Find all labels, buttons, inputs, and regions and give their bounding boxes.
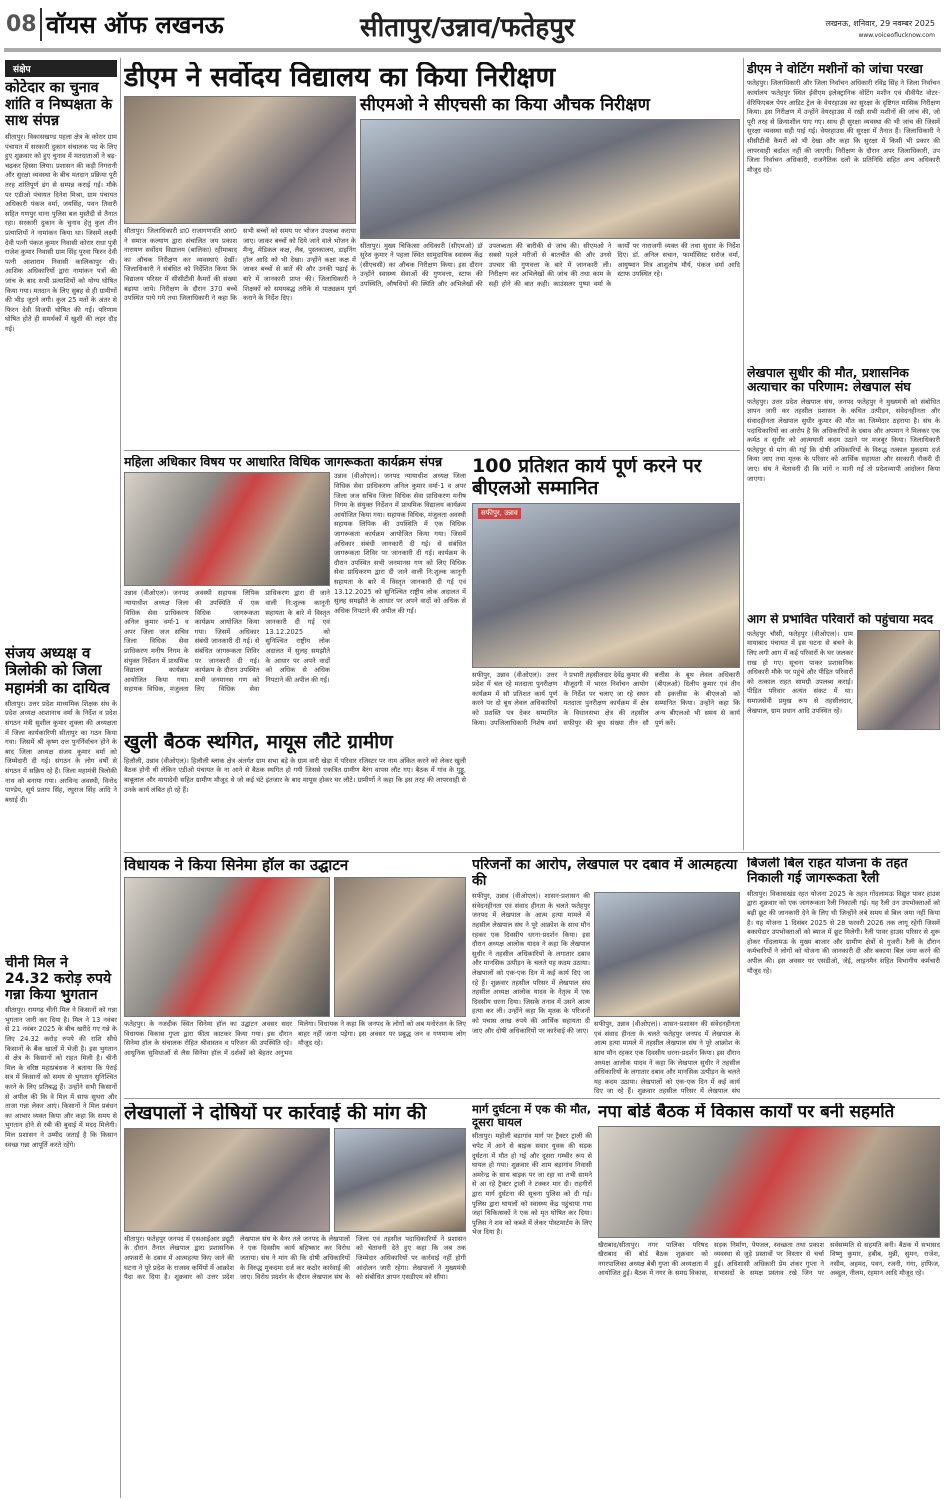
headline-voting-machines: डीएम ने वोटिंग मशीनों को जांचा परखा bbox=[747, 62, 923, 76]
headline-electricity-rally: बिजली बिल राहत योजना के तहत निकाली गई जागरूकता रैली bbox=[747, 857, 908, 886]
article-cinema-body: फतेहपुर। के नजदीक स्थित सिनेमा हॉल का उद्घाटन अवसर सदर विधायक विकास गुप्ता द्वारा फीता काटकर किया गया। इस दौरान सिनेमा हॉल के संचालक रोहित श्रीवास्तव व परिजन की उपस्थिति रहे। आधुनिक सुविधाओं से लैस सिनेमा हॉल में दर्शकों को बेहतर अनुभव मिलेगा। विधायक ने कहा कि जनपद के लोगों को अब मनोरंजन के लिए बाहर नहीं जाना पड़ेगा। इस अवसर पर प्रबुद्ध जन व गणमान्य लोग मौजूद रहे। bbox=[124, 1020, 466, 1058]
article-napa-board bbox=[598, 1103, 940, 1495]
photo-dm-school bbox=[124, 96, 356, 224]
article-voting-body: फतेहपुर। जिलाधिकारी और जिला निर्वाचन अधिकारी रविंद्र सिंह ने जिला निर्वाचन कार्यालय फतेहपुर स्थित ईवीएम इलेक्ट्रानिक वोटिंग मशीन एवं वीवीपैट वोटर-वेरिफिएबल पेपर आडिट ट्रेल के वेयरहाउस का सुरक्षा के दृष्टिगत मासिक निरीक्षण किया। इस निरीक्षण में उन्होंने वेयरहाउस में रखी सभी मशीनों की जांच की, जो पूरी तरह से क्रियाशील पाए गए। साथ ही सुरक्षा व्यवस्था की भी जांच की जिसमें सुरक्षा व्यवस्था सही पाई गई। वेयरहाउस की सुरक्षा में तैनात हैं। जिलाधिकारी ने सीसीटीवी कैमरों को भी देखा और कहा कि सुरक्षा में किसी भी प्रकार की लापरवाही बर्दाश्त नहीं की जाएगी। निरीक्षण के दौरान अपर जिलाधिकारी, उप जिला निर्वाचन अधिकारी, राजनैतिक दलों के प्रतिनिधि सहित अन्य अधिकारी मौजूद रहे। bbox=[747, 79, 940, 174]
headline-blo-honoured: 100 प्रतिशत कार्य पूर्ण करने पर बीएलओ सम्मानित bbox=[472, 456, 702, 499]
article-electricity-rally bbox=[747, 857, 940, 1095]
article-kotedar bbox=[5, 60, 117, 640]
headline-dm-inspection: डीएम ने सर्वोदय विद्यालय का किया निरीक्षण bbox=[124, 62, 556, 93]
article-meeting-body: हिलौली, उन्नाव (वीओएल)। हिलौली ब्लाक क्षेत्र अंतर्गत ग्राम सभा बड़े के ग्राम वारी खेड़ा में परिवार रजिस्टर पर नाम अंकित करने को लेकर खुली बैठक होनी थी लेकिन एडीओ पंचायत के ना आने से बैठक स्थगित हो गयी जिससे एकत्रित ग्रामीण बैरंग वापस लौट गए। बैठक में गांव के गुड्डू, बाबूलाल और मायादेवी सहित ग्रामीण मौजूद थे जो कई घंटे इंतजार के बाद मायूस होकर घर लौटे। ग्रामीणों ने कहा कि इस तरह की लापरवाही से उनके कार्य लंबित हो रहे हैं। bbox=[124, 756, 466, 794]
headline-fire-help: आग से प्रभावित परिवारों को पहुंचाया मदद bbox=[747, 613, 934, 626]
article-sanjay bbox=[5, 645, 117, 950]
photo-blo-honour bbox=[472, 503, 740, 668]
article-women-rights-body-b: उन्नाव (वीओएल)। जनपद न्यायाधीश अध्यक्ष जिला विधिक सेवा प्राधिकरण अनिल कुमार वर्मा-1 व अपर जिला जज सचिव जिला विधिक सेवा प्राधिकरण मनीष निगम के संयुक्त निर्देशन में प्राथमिक विद्यालय कार्यक्रम आयोजित किया गया। सहायक विधिक, मंजुलता अवस्थी सहायक लिपिक की उपस्थिति में एक विधिक जागरूकता कार्यक्रम आयोजित किया गया। जिसमें अधिकार संबंधी जानकारी दी गई। से संबंधित जागरूकता शिविर पर जानकारी दी गई। कार्यक्रम के दौरान उपस्थित सभी जनमानस गण को लिए विधिक सेवा प्राधिकरण द्वारा दी जाने वाली नि:शुल्क कानूनी सहायता के बारे में विस्तृत जानकारी दी गई एवं 13.12.2025 को सुनिश्चित राष्ट्रीय लोक अदालत में सुलह समझौते के आधार पर अपने वादों को अधिक से अधिक निपटाने की अपील की गई। bbox=[334, 472, 466, 615]
column-rule bbox=[120, 58, 121, 1498]
headline-lekhpal-demand: लेखपालों ने दोषियों पर कार्रवाई की मांग की bbox=[124, 1103, 427, 1124]
headline-meeting-postponed: खुली बैठक स्थगित, मायूस लौटे ग्रामीण bbox=[124, 732, 393, 753]
article-sugar-mill-body: सीतापुर। रामगढ़ चीनी मिल ने किसानों को गन्ना भुगतान जारी कर दिया है। मिल ने 13 नवंबर से 21 नवंबर 2025 के बीच खरीदे गए गन्ने के लिए 24.32 करोड़ रुपये की राशि सीधे किसानों के बैंक खातों में भेजी है। इस भुगतान से क्षेत्र के किसानों को राहत मिली है। चीनी मिल के वरिष्ठ महाप्रबंधक ने बताया कि पेराई सत्र में किसानों को समय से भुगतान सुनिश्चित करने के लिए प्रतिबद्ध हैं। उन्होंने सभी किसानों से अपील की कि वे मिल में साफ सुथरा और ताजा गन्ना लेकर आएं। किसानों ने मिल प्रबंधन का आभार व्यक्त किया और कहा कि समय से भुगतान होने से रबी की बुवाई में मदद मिलेगी। मिल प्रशासन ने उम्मीद जताई है कि किसान स्वच्छ गन्ना आपूर्ति करते रहेंगे। bbox=[5, 1006, 117, 1149]
photo-cmo-chc bbox=[360, 119, 740, 239]
divider bbox=[124, 1098, 940, 1099]
header-divider bbox=[4, 48, 941, 52]
column-rule bbox=[743, 58, 744, 850]
headline-sugar-mill: चीनी मिल ने 24.32 करोड़ रुपये गन्ना किया भुगतान bbox=[5, 955, 112, 1004]
headline-cinema-inauguration: विधायक ने किया सिनेमा हॉल का उद्घाटन bbox=[124, 857, 349, 874]
article-cmo-body: सीतापुर। मुख्य चिकित्सा अधिकारी (सीएमओ) डॉ सुरेश कुमार ने पहला स्थित सामुदायिक स्वास्थ्य केंद्र (सीएचसी) का औचक निरीक्षण किया। इस दौरान उन्होंने स्वास्थ्य सेवाओं की गुणवत्ता, स्टाफ की उपस्थिति, औषधियों की स्थिति और अभिलेखों की उपलब्धता की बारीकी से जांच की। सीएमओ ने सबसे पहले मरीजों से बातचीत की और उनसे उपचार की गुणवत्ता के बारे में जानकारी ली। निरीक्षण कर अभिलेखों की जांच की तथा काम के सही होने की बात कही। काउंसलर पुष्पा वर्मा के कार्यों पर नाराजगी व्यक्त की तथा सुधार के निर्देश दिए। डॉ. अनिल सचान, फार्मासिस्ट सरोज वर्मा, आयुष्मान मित्र आशुतोष मौर्य, पंकज वर्मा आदि स्टाफ उपस्थित रहे। bbox=[360, 241, 740, 288]
article-dm-body: सीतापुर। जिलाधिकारी डा0 राजागणपति आर0 ने समाज कल्याण द्वारा संचालित जय प्रकाश नारायण सर्वोदय विद्यालय (बालिका) रहीमाबाद का औचक निरीक्षण कर व्यवस्थाएं देखीं। जिलाधिकारी ने संबंधित को निर्देशित किया कि विद्यालय परिसर में सीसीटीवी कैमरों की संख्या बढ़ाया जाये। निरीक्षण के दौरान 370 बच्चें उपस्थित पाये गये तथा जिलाधिकारी ने कहा कि सभी बच्चों को समय पर भोजन उपलब्ध कराया जाए। जाकर बच्चों को दिये जाने वाले भोजन के मैन्यू, मेडिकल कक्ष, लैब, पुस्तकालय, डाइनिंग हॉल आदि को भी देखा। उन्होंने कक्षा कक्ष में जाकर बच्चों से बातें की और उनकी पढ़ाई के बारे में जानकारी प्राप्त की। जिलाधिकारी ने शिक्षकों को समयबद्ध तरीके से पाठ्यक्रम पूर्ण कराने के निर्देश दिए। bbox=[124, 227, 356, 303]
article-family-body-a: सफीपुर, उन्नाव (वीओएल)। शासन-प्रशासन की संवेदनहीनता एवं संवाद हीनता के चलते फतेहपुर जनपद में लेखपाल के आत्म हत्या मामले में तहसील लेखपाल संघ ने पूरे आक्रोश के साथ मौन रहकर एक दिवसीय धरना-प्रदर्शन किया। इस दौरान अध्यक्ष आलोक यादव ने कहा कि लेखपाल सुधीर ने तहसील अधिकारियों के लगातार दबाव और मानसिक उत्पीड़न के चलते यह कदम उठाया। लेखपालों को एक-एक दिन में कई कार्य दिए जा रहे हैं। शुक्रवार तहसील परिसर में लेखपाल संघ तहसील अध्यक्ष आलोक यादव के नेतृत्व में एक दिवसीय धरना दिया। जिसके तनाव में उसने आत्म हत्या कर ली। उन्होंने कहा कि मृतक के परिजनों को पचास लाख रुपये की आर्थिक सहायता दी जाए और दोषी अधिकारियों पर कार्रवाई की जाए। bbox=[472, 892, 590, 1035]
paper-name-logo: वॉयस ऑफ लखनऊ bbox=[40, 8, 224, 41]
article-napa-body: खैराबाद/सीतापुर। नगर पालिका परिषद खैराबाद की बोर्ड बैठक शुक्रवार को नगरपालिका अध्यक्ष बेबी गुप्ता की अध्यक्षता में आयोजित हुई। बैठक में नगर के समग्र विकास, सड़क निर्माण, पेयजल, स्वच्छता तथा प्रकाश व्यवस्था से जुड़े प्रस्तावों पर विस्तार से चर्चा हुई। अधिशासी अधिकारी प्रेम शंकर गुप्ता ने सभासदों के समक्ष प्रस्ताव रखे जिन पर सर्वसम्मति से सहमति बनी। बैठक में सभासद विष्णु कुमार, हबीब, मुन्नी, सुमन, राजेश, नसीम, अहमद, पवन, रजनी, गंगा, हाफिज, अब्दुल, नीलम, रहमान आदि मौजूद रहे। bbox=[598, 1240, 940, 1278]
photo-protest bbox=[594, 892, 740, 1017]
article-fire-body: फतेहपुर चौसी, फतेहपुर (वीओएल)। ग्राम मायाबाद पंचायत में इस घटना से बचने के लिए लगी आग में कई परिवारों के घर जलकर राख हो गए। सूचना पाकर प्रशासनिक अधिकारी मौके पर पहुंचे और पीड़ित परिवारों को तत्काल राहत सामग्री उपलब्ध कराई। पीड़ित परिवार अत्यंत संकट में था। समाजसेवी प्रमुख रूप से तहसीलदार, लेखपाल, ग्राम प्रधान आदि उपस्थित रहे। bbox=[747, 629, 853, 715]
article-kotedar-body: सीतापुर। विकासखण्ड पहला क्षेत्र के कोरार ग्राम पंचायत में सरकारी दुकान संचालक पद के लिए हुए शुक्रवार को हुए चुनाव में मतदाताओं ने बढ़-चढ़कर हिस्सा लिया। प्रशासन की कड़ी निगरानी और सुरक्षा व्यवस्था के बीच मतदान प्रक्रिया पूरी तरह शांतिपूर्ण ढंग से सम्पन्न कराई गई। मौके पर एडीओ पंचायत दिनेश मिश्रा, ग्राम पंचायत अधिकारी पंकज वर्मा, जयसिंह, पवन तिवारी सहित गणपुर थाना पुलिस बल मुस्तैदी से तैनात रहा। सरकारी दुकान के चुनाव हेतु कुल तीन प्रत्याशियों ने नामांकन किया था। जिसमें लक्ष्मी देवी पत्नी पंकज कुमार निवासी कोरार राधा पुत्री राजेश कुमार निवासी ग्राम सिंह पुरवा फिरन देवी पत्नी आशाराम निवासी कालिकापुर थी। आशिक अधिकारियों द्वारा नामांकन पत्रों की जांच के बाद सभी प्रत्याशियों को योग्य घोषित किया गया। मतदान के लिए सुबह से ही ग्रामीणों की भीड़ जुटने लगी। कुल 25 मतों के अंतर से फिरन देवी विजयी घोषित की गईं। परिणाम घोषित होते ही समर्थकों में खुशी की लहर दौड़ गई। bbox=[5, 133, 117, 333]
photo-fire-help bbox=[857, 630, 940, 730]
article-voting-machines bbox=[747, 62, 940, 360]
article-sugar-mill bbox=[5, 955, 117, 1495]
article-fire-help bbox=[747, 613, 940, 849]
photo-legal-awareness bbox=[124, 472, 330, 586]
photo-lekhpal-protest-2 bbox=[334, 1128, 466, 1232]
article-rally-body: सीतापुर। विकासखंड रहत योजना 2025 के तहत गोंदलामऊ विद्युत पावर हाउस द्वारा शुक्रवार को एक जागरूकता रैली निकाली गई। यह रैली उन उपभोक्ताओं को बढ़ी छूट की जानकारी देने के लिए थी जिन्होंने लंबे समय से बिल जमा नहीं किया है। यह योजना 1 दिसंबर 2025 से 28 फरवरी 2026 तक लागू रहेगी जिसमें बकायेदार उपभोक्ताओं को ब्याज में छूट मिलेगी। रैली पावर हाउस परिसर से शुरू होकर गोंदलामऊ के मुख्य बाजार और ग्रामीण क्षेत्रों से गुजरी। रैली के दौरान कर्मचारियों ने लोगों को योजना की जानकारी दी और बकाया बिल जमा करने की अपील की। इस अवसर पर एसडीओ, जेई, लाइनमैन सहित विभागीय कर्मचारी मौजूद रहे। bbox=[747, 889, 940, 975]
article-blo-honoured bbox=[472, 456, 740, 849]
photo-cinema bbox=[124, 877, 330, 1017]
photo-board-meeting bbox=[598, 1126, 940, 1238]
date-line: लखनऊ, शनिवार, 29 नवम्बर 2025 bbox=[825, 19, 935, 28]
article-sudhir-body: फतेहपुर। उत्तर प्रदेश लेखपाल संघ, जनपद फतेहपुर ने मुख्यमंत्री को संबोधित ज्ञापन जारी कर तहसील प्रशासन के कथित उत्पीड़न, संवेदनहीनता और संवादहीनता लेखपाल सुधीर कुमार की मौत का जिम्मेदार ठहराया है। संघ के पदाधिकारियों का आरोप है कि अधिकारियों के दबाव और अपमान ने मिलकर एक कर्मठ व सुधीर को आत्मघाती कदम उठाने पर मजबूर किया। जिलाधिकारी फतेहपुर से मांग की गई कि दोषी अधिकारियों के विरुद्ध तत्काल मुकदमा दर्ज किया जाए तथा मृतक के परिवार को आर्थिक सहायता और सरकारी नौकरी दी जाए। संघ ने चेतावनी दी कि मांगें न मानी गईं तो प्रदेशव्यापी आंदोलन किया जाएगा। bbox=[747, 397, 940, 483]
headline-napa-board: नपा बोर्ड बैठक में विकास कार्यों पर बनी सहमति bbox=[598, 1103, 895, 1122]
photo-caption: सफीपुर, उन्नाव bbox=[478, 508, 521, 519]
article-women-rights-body-a: उन्नाव (वीओएल)। जनपद न्यायाधीश अध्यक्ष जिला विधिक सेवा प्राधिकरण अनिल कुमार वर्मा-1 व अपर जिला जज सचिव जिला विधिक सेवा प्राधिकरण मनीष निगम के संयुक्त निर्देशन में प्राथमिक विद्यालय कार्यक्रम आयोजित किया गया। सहायक विधिक, मंजुलता अवस्थी सहायक लिपिक की उपस्थिति में एक विधिक जागरूकता कार्यक्रम आयोजित किया गया। जिसमें अधिकार संबंधी जानकारी दी गई। से संबंधित जागरूकता शिविर पर जानकारी दी गई। कार्यक्रम के दौरान उपस्थित सभी जनमानस गण को लिए विधिक सेवा प्राधिकरण द्वारा दी जाने वाली नि:शुल्क कानूनी सहायता के बारे में विस्तृत जानकारी दी गई एवं 13.12.2025 को सुनिश्चित राष्ट्रीय लोक अदालत में सुलह समझौते के आधार पर अपने वादों को अधिक से अधिक निपटाने की अपील की गई। bbox=[124, 589, 330, 694]
headline-cmo-inspection: सीएमओ ने सीएचसी का किया औचक निरीक्षण bbox=[360, 95, 650, 116]
article-dm-inspection bbox=[124, 62, 740, 448]
photo-lekhpal-protest bbox=[124, 1128, 330, 1232]
article-road-accident bbox=[472, 1103, 592, 1495]
article-cinema bbox=[124, 857, 466, 1095]
brief-tag: संक्षेप bbox=[5, 60, 117, 77]
article-meeting-postponed bbox=[124, 732, 466, 850]
article-blo-body: सफीपुर, उन्नाव (वीओएल)। उत्तर प्रदेश में चल रहे मतदाता पुनरीक्षण कार्यक्रम में सौ प्रतिशत कार्य पूर्ण करने पर दो बूथ लेवल अधिकारियों को प्रशस्ति पत्र देकर सम्मानित किया। उपजिलाधिकारी निशेष वर्मा ने प्रभारी तहसीलदार देवेंद्र कुमार की मौजूदगी में भारत निर्वाचन आयोग के निर्देश पर चलाए जा रहे सघन मतदाता पुनरीक्षण कार्यक्रम में क्षेत्र के विधानसभा क्षेत्र की तहसील सफीपुर की बूथ संख्या तीन सौ बत्तीस के बूथ लेवल अधिकारी (बीएलओ) दिलीप कुमार एवं तीन सौ इकत्तीस के बीएलओ को सम्मानित किया। उन्होंने कहा कि अन्य बीएलओ भी समय से कार्य पूर्ण करें। bbox=[472, 670, 740, 727]
headline-sanjay: संजय अध्यक्ष व त्रिलोकी को जिला महामंत्री का दायित्व bbox=[5, 645, 110, 697]
article-family-body-b: सफीपुर, उन्नाव (वीओएल)। शासन-प्रशासन की संवेदनहीनता एवं संवाद हीनता के चलते फतेहपुर जनपद में लेखपाल के आत्म हत्या मामले में तहसील लेखपाल संघ ने पूरे आक्रोश के साथ मौन रहकर एक दिवसीय धरना-प्रदर्शन किया। इस दौरान अध्यक्ष आलोक यादव ने कहा कि लेखपाल सुधीर ने तहसील अधिकारियों के लगातार दबाव और मानसिक उत्पीड़न के चलते यह कदम उठाया। लेखपालों को एक-एक दिन में कई कार्य दिए जा रहे हैं। शुक्रवार तहसील परिसर में लेखपाल संघ bbox=[594, 1020, 740, 1095]
headline-kotedar: कोटेदार का चुनाव शांति व निष्पक्षता के साथ संपन्न bbox=[5, 80, 113, 130]
article-lekhpal-sudhir bbox=[747, 366, 940, 610]
headline-women-rights: महिला अधिकार विषय पर आधारित विधिक जागरूकता कार्यक्रम संपन्न bbox=[124, 455, 443, 469]
divider bbox=[124, 852, 940, 853]
article-accident-body: सीतापुर। महोली बड़ागांव मार्ग पर ट्रैक्टर ट्राली की चपेट में आने से बाइक सवार युवक की सड़क दुर्घटना में मौत हो गई और दूसरा गम्भीर रूप से घायल हो गया। शुक्रवार की शाम बड़ागांव निवासी अमरेन्द्र के साथ बाइक पर जा रहा था तभी सामने से आ रहे ट्रैक्टर ट्राली ने टक्कर मार दी। राहगीरों द्वारा मार्ग दुर्घटना की सूचना पुलिस को दी गई। पुलिस द्वारा घायलों को स्वास्थ्य केंद्र पहुंचाया गया जहां चिकित्सकों ने एक को मृत घोषित कर दिया। पुलिस ने शव को कब्जे में लेकर पोस्टमार्टम के लिए भेज दिया है। bbox=[472, 1132, 592, 1237]
article-women-rights bbox=[124, 455, 466, 727]
headline-family-allegation: परिजनों का आरोप, लेखपाल पर दबाव में आत्महत्या की bbox=[472, 857, 738, 890]
website-link[interactable]: www.voiceoflucknow.com bbox=[858, 32, 935, 39]
article-lekhpal-body: सीतापुर। फतेहपुर जनपद में एसआईआर ड्यूटी के दौरान तैनात लेखपाल द्वारा प्रशासनिक अफसरों के दबाव में आत्महत्या किए जाने की घटना ने पूरे प्रदेश के राजस्व कर्मियों में आक्रोश पैदा कर दिया है। शुक्रवार को उत्तर प्रदेश लेखपाल संघ के बैनर तले जनपद के लेखपालों ने एक दिवसीय कार्य बहिष्कार कर विरोध जताया। संघ ने मांग की कि दोषी अधिकारियों के विरुद्ध मुकदमा दर्ज कर कठोर कार्रवाई की जाए। विरोध प्रदर्शन के दौरान लेखपाल संघ के जिला एवं तहसील पदाधिकारियों ने प्रशासन को चेतावनी देते हुए कहा कि जब तक जिम्मेदार अधिकारियों पर कार्रवाई नहीं होगी आंदोलन जारी रहेगा। लेखपालों ने मुख्यमंत्री को संबोधित ज्ञापन एसडीएम को सौंपा। bbox=[124, 1234, 466, 1282]
photo-cinema-2 bbox=[334, 877, 466, 1017]
divider bbox=[124, 450, 740, 451]
page-number: 08 bbox=[6, 12, 37, 37]
article-family-allegation bbox=[472, 857, 740, 1095]
headline-road-accident: मार्ग दुर्घटना में एक की मौत, दूसरा घायल bbox=[472, 1103, 592, 1130]
section-title: सीतापुर/उन्नाव/फतेहपुर bbox=[360, 13, 575, 43]
headline-lekhpal-sudhir: लेखपाल सुधीर की मौत, प्रशासनिक अत्याचार का परिणाम: लेखपाल संघ bbox=[747, 366, 911, 395]
article-sanjay-body: सीतापुर। उत्तर प्रदेश माध्यमिक शिक्षक संघ के प्रदेश अध्यक्ष आशानाथ वर्मा के निर्देश व प्रदेश संगठन मंत्री सुशील कुमार शुक्ला की अध्यक्षता में जिला कार्यकारिणी सीतापुर का गठन किया गया। जिसमें श्री कृष्ण दत्त पुनर्निर्वाचन होने के बाद जिला अध्यक्ष संजय कुमार वर्मा को जिम्मेदारी दी गई। संगठन के लोग वर्षों से संगठन में सक्रिय रहे हैं। जिला महामंत्री त्रिलोकी नाथ को बनाया गया। अरविन्द अवस्थी, विनोद पाण्डेय, सूर्य प्रताप सिंह, रघुराज सिंह आदि ने बधाई दी। bbox=[5, 699, 117, 804]
article-lekhpal-demand bbox=[124, 1103, 466, 1495]
